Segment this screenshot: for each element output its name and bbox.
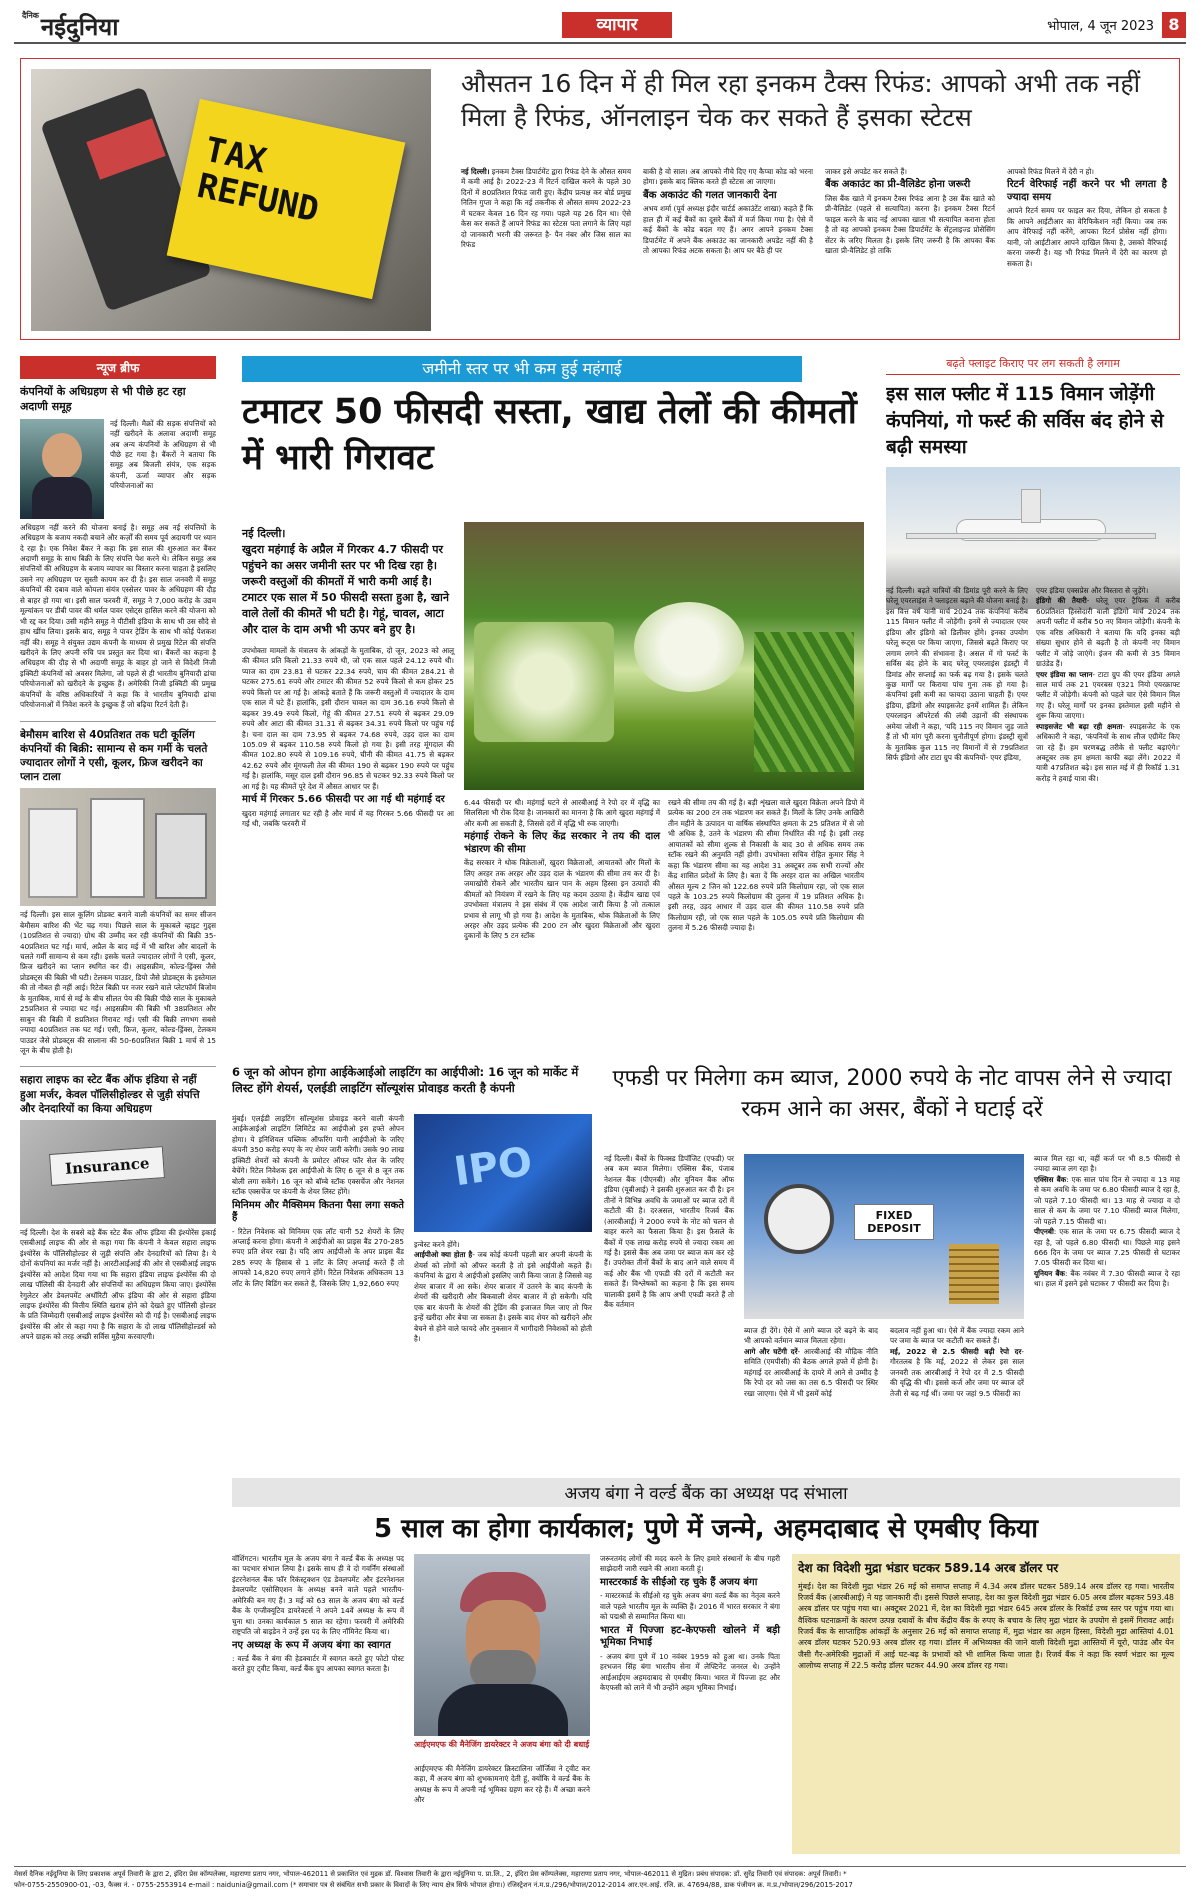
coolers-photo — [20, 788, 216, 906]
tax-refund-photo — [31, 69, 431, 331]
inflation-col-2: 6.44 फीसदी पर थी। महंगाई घटने से आरबीआई ने रेपो दर में वृद्धि का सिलसिला भी रोक दिया है। जानकारों का मानना है कि आगे खुदरा महंगाई में और कमी आ सकती है, जिससे दरों में वृद्धि भी रुक जाएगी। महंगाई रोकने के लिए केंद्र सरकार ने तय की दाल भंडारण की सीमा केंद्र सरकार ने थोक विक्रेताओं, खुदरा विक्रेताओं, आयातकों और मिलों के लिए अरहर तक अरहर और उड़द दाल के भंडारण की सीमा तय कर दी है। जमाखोरी रोकने और भारतीय खान पान के अहम हिस्सा इन उत्पादों की कीमतों को नियंत्रण में रखने के लिए यह कदम उठाया है। केंद्रीय खाद्य एवं उपभोक्ता मंत्रालय ने इस संबंध में एक आदेश जारी किया है जो तत्काल प्रभाव से लागू भी हो गया है। आदेश के मुताबिक, थोक विक्रेताओं के लिए अरहर और उड़द प्रत्येक की 200 टन और खुदरा विक्रेताओं और खुदरा दुकानों के लिए 5 टन स्टॉक — [464, 798, 660, 941]
imprint-line-2: फोन-0755-2550900-01, -03, फैक्स नं. - 0755-2553914 e-mail : naidunia@gmail.com (* समाचार पत्र से संबंधित सभी प्रकार के विवादों के लिए न्याय क्षेत्र सिर्फ भोपाल होगा।) रजिस्ट्रेशन नं.म.प्र./296/भोपाल/2012-2014 आर.एन.आई. रजि. क्र. 47694/88, डाक पंजीयन क्र. म.प्र./भोपाल/296/2015-2017 — [14, 1880, 853, 1889]
clock-icon — [764, 1184, 834, 1254]
imprint-footer — [14, 1866, 1186, 1896]
fd-headline: एफडी पर मिलेगा कम ब्याज, 2000 रुपये के नोट वापस लेने से ज्यादा रकम आने का असर, बैंकों ने घटाई दरें — [612, 1066, 1172, 1122]
fixed-deposit-photo — [744, 1154, 1024, 1319]
ipo-col-2: इन्वेस्ट करने होंगे। आईपीओ क्या होता है- जब कोई कंपनी पहली बार अपनी कंपनी के शेयर्स को लोगों को ऑफर करती है तो इसे आईपीओ कहते हैं। कंपनियां के द्वारा ये आईपीओ इसलिए जारी किया जाता है जिससे वह शेयर बाजार में आ सके। शेयर बाजार में उतरने के बाद कंपनी के शेयरों की खरीदारी और बिकवाली शेयर बाजार में हो सकेगी। यदि एक बार कंपनी के शेयरों की ट्रेडिंग की इजाजत मिल जाए तो फिर इन्हें खरीदा और बेचा जा सकता है। इसके बाद शेयर को खरीदने और बेचने से होने वाले फायदे और नुकसान में भागीदारी निवेशकों को होती है। — [414, 1240, 592, 1343]
cooling-body: नई दिल्ली। इस साल कूलिंग प्रोडक्ट बनाने वाली कंपनियों का समर सीजन बेमौसम बारिश की भेंट चढ़ गया। पिछले साल के मुकाबले व्हाइट गुड्स (10प्रतिशत से ज्यादा) ग्रोथ की उम्मीद कर रही कंपनियों की बिक्री 35-40प्रतिशत घट गई। मार्च, अप्रैल के बाद मई में भी बारिश और बादलों के चलते गर्मी सामान्य से कम रही। इसके चलते ज्यादातर लोगों ने एसी, कूलर, फ्रिज खरीदने का प्लान स्थगित कर दी। आइसक्रीम, कोल्ड-ड्रिंक्स जैसे प्रोडक्ट्स की बिक्री भी घटी। टेलकम पाउडर, डियो जैसे प्रोडक्ट्स के इस्तेमाल की तो नौबत ही नहीं आई। रिटेल बिक्री पर नजर रखने वाले प्लेटफॉर्म बिजोम के मुताबिक, मार्च से मई के बीच सीलत पेय की बिक्री पीछे साल के मुकाबले 25प्रतिशत से ज्यादा घट गई। आइसक्रीम की बिक्री भी 38प्रतिशत और साबुन की बिक्री में 8प्रतिशत गिरावट गई। एसी की बिक्री लगभग सबसे ज्यादा 40प्रतिशत तक घट गई। एसी, फ्रिज, कूलर, कोल्ड-ड्रिंक्स, टेलकम पाउडर जैसे प्रोडक्ट्स की सालाना की 50-60प्रतिशत बिक्री 1 मार्च से 15 जून के बीच होती है। — [20, 910, 216, 1055]
banga-kicker: अजय बंगा ने वर्ल्ड बैंक का अध्यक्ष पद संभाला — [232, 1478, 1180, 1507]
imprint-line-1: मेसर्स दैनिक नईदुनिया के लिए प्रकाशक अपूर्व तिवारी के द्वारा 2, इंदिरा प्रेस कॉम्पलेक्स, महाराणा प्रताप नगर, भोपाल-462011 से प्रकाशित एवं मुद्रक डॉ. विश्वास तिवारी के द्वारा नईदुनिया प. प्रा.लि., 2, इंदिरा प्रेस कॉम्पलेक्स, महाराणा प्रताप नगर, भोपाल-462011 से मुद्रित। प्रबंध संपादक: डॉ. सुरेंद्र तिवारी एवं संपादक: अपूर्व तिवारी। * — [14, 1870, 847, 1878]
masthead — [14, 8, 1186, 44]
note-text: TAX REFUND — [193, 129, 323, 231]
newspaper-logo: $^{दैनिक}$नईदुनिया — [22, 10, 119, 41]
ajay-banga-story — [232, 1478, 1180, 1862]
coins-stack — [949, 1244, 999, 1304]
ipo-text: IPO — [451, 1138, 536, 1196]
inflation-lead: नई दिल्ली। खुदरा महंगाई के अप्रैल में गिरकर 4.7 फीसदी पर पहुंचने का असर जमीनी स्तर पर भी दिख रहा है। जरूरी वस्तुओं की कीमतों में भारी कमी आई है। टमाटर एक साल में 50 फीसदी सस्ता हुआ है, खाने वाले तेलों की कीमतें भी घटी है। गेहूं, चावल, आटा और दाल के दाम अभी भी ऊपर बने हुए है। — [242, 527, 449, 636]
fd-col-2: ब्याज ही देंगे। ऐसे में आगे ब्याज दरें बढ़ने के बाद भी आपको वर्तमान ब्याज मिलता रहेगा। आगे और घटेंगी दरें- आरबीआई की मौद्रिक नीति समिति (एमपीसी) की बैठक अगले हफ्ते में होनी है। महंगाई दर आरबीआई के दायरे में आने से उम्मीद है कि रेपो दर को जस का तस 6.5 फीसदी पर स्थिर रखा जाएगा। ऐसे में भी इसमें कोई — [744, 1326, 878, 1398]
flights-col-1: नई दिल्ली। बढ़ते यात्रियों की डिमांड पूरी करने के लिए घरेलू एयरलाइंस ने फ्लाइटस बढ़ाने की योजना बनाई है। इस वित्त वर्ष यानी मार्च 2024 तक कंपनियां करीब 115 विमान फ्लीट में जोड़ेंगी। इनमें से ज्यादातर एयर इंडिया और इंडिगो को डिलीवर होंगे। इनका उपयोग घरेलू रूट्स पर किया जाएगा, जिससे बढ़ते किराए पर लगाम लगने की संभावना है। असल में गो फर्स्ट के सर्विस बंद होने के बाद घरेलू एयरलाइंस इंडस्ट्री में डिमांड और सप्लाई का फर्क बढ़ गया है। इसके चलते कुछ मार्गों पर किराया पांच गुना तक हो गया है। कंपनियां इसी कमी का फायदा उठाना चाहती हैं। एयर इंडिया, इंडिगो और स्पाइसजेट इनमें शामिल हैं। लेकिन एयरलाइन ऑपरेटर्स की लंबी उड़ानों की संस्थापक अमेया जोशी ने कहा, 'यदि 115 नए विमान जुड़ जाते हैं तो भी मांग पूरी करना चुनौतीपूर्ण होगा। इंडस्ट्री सूत्रों के मुताबिक कुल 115 नए विमानों में से 79प्रतिशत सिर्फ इंडिगो और टाटा ग्रुप की कंपनियों- एयर इंडिया, — [886, 586, 1028, 762]
tax-refund-headline: औसतन 16 दिन में ही मिल रहा इनकम टैक्स रिफंड: आपको अभी तक नहीं मिला है रिफंड, ऑनलाइन चेक कर सकते हैं इसका स्टेटस — [461, 69, 1141, 132]
tax-refund-story — [20, 58, 1180, 340]
vegetables-photo — [464, 522, 864, 790]
section-label: व्यापार — [562, 12, 672, 38]
insurance-photo — [20, 1120, 216, 1224]
flights-kicker: बढ़ते फ्लाइट किराए पर लग सकती है लगाम — [886, 356, 1180, 375]
fd-col-1: नई दिल्ली। बैंकों के फिक्स्ड डिपॉजिट (एफडी) पर अब कम ब्याज मिलेगा। एक्सिस बैंक, पंजाब नेशनल बैंक (पीएनबी) और यूनियन बैंक ऑफ इंडिया (यूबीआई) ने इसकी शुरुआत कर दी है। इन तीनों ने विभिन्न अवधि के जमाओं पर ब्याज दरों में कटौती की है। दरअसल, भारतीय रिजर्व बैंक (आरबीआई) ने 2000 रुपये के नोट को चलन से बाहर करने का फैसला किया है। इस फ़ैसले के बैंकों में एक लाख करोड़ रुपये से ज्यादा रकम आ गई है। इससे बैंक अब जमा पर ब्याज कम कर रहे हैं। उपरोक्त तीनों बैंकों के बाद आने वाले समय में कई और बैंक भी एफडी की दरों में कटौती कर सकते हैं। विश्लेषकों का कहना है कि इस समय चालाकी इसमें है कि आप अभी एफडी करते हैं तो बैंक वर्तमान — [604, 1154, 734, 1310]
ipo-photo — [414, 1114, 592, 1232]
fd-col-3: बदलाव नहीं हुआ था। ऐसे में बैंक ज्यादा रकम आने पर जमा के ब्याज पर कटौती कर सकते हैं। मई, 2022 से 2.5 फीसदी बढ़ी रेपो दर- गौरतलब है कि मई, 2022 से लेकर इस साल जनवरी तक आरबीआई ने रेपो दर में 2.5 फीसदी की वृद्धि की थी। इससे कर्ज और जमा पर ब्याज दरें तेजी से बढ़ गई थीं। जमा पर जहां 9.5 फीसदी का — [890, 1326, 1024, 1398]
adani-headline: कंपनियों के अधिग्रहण से भी पीछे हट रहा अदाणी समूह — [20, 385, 186, 413]
page-number: 8 — [1162, 12, 1186, 38]
forex-headline: देश का विदेशी मुद्रा भंडार घटकर 589.14 अरब डॉलर पर — [798, 1561, 1059, 1575]
tax-refund-col-1: नई दिल्ली। इनकम टैक्स डिपार्टमेंट द्वारा रिफंड देने के औसत समय में कमी आई है। 2022-23 में रिटर्न दाखिल करने के पहले 30 दिनों में 80प्रतिशत रिफंड जारी हुए। केंद्रीय प्रत्यक्ष कर बोर्ड प्रमुख नितिन गुप्ता ने कहा कि नई तकनीक से औसत समय 2022-23 में घटकर केवल 16 दिन रह गया। पहले यह 26 दिन था। ऐसे केस कर सकते हैं आपने रिफंड का स्टेटस पता लगाने के लिए यहां दो जानकारी भरनी की जरूरत है- पैन नंबर और जिस साल का रिफंड — [461, 167, 631, 250]
news-brief-column — [20, 356, 216, 1862]
flights-story — [886, 356, 1180, 1056]
adani-body: नई दिल्ली। मैक्रों की सड़क संपत्तियों को नहीं खरीदने के अलावा अदाणी समूह अब अन्य कंपनियों के अधिग्रहण से भी पीछे हट गया है। बैंकरों ने बताया कि समूह अब बिजली संयंत्र, एक सड़क कंपनी, ऊर्जा व्यापार और सड़क परियोजनाओं का — [110, 418, 216, 491]
banga-photo-caption: आईएमएफ की मैनेजिंग डायरेक्टर ने अजय बंगा को दी बधाई — [414, 1740, 590, 1749]
ipo-col-1: मुंबई। एलईडी लाइटिंग सॉल्यूशंस प्रोवाइड करने वाली कंपनी आईकेआईओ लाइटिंग लिमिटेड का आईपीओ इस हफ्ते ओपन होगा। ये इनिशियल पब्लिक ऑफरिंग यानी आईपीओ के जरिए कंपनी 350 करोड़ रुपए के नए शेयर जारी करेगी। उसके 90 लाख इक्विटी शेयरों को कंपनी के प्रमोटर ऑफर फॉर सेल के जरिए बेचेंगे। रिटेल निवेशक इस आईपीओ के लिए 6 जून से 8 जून तक बोली लगा सकेंगे। 16 जून को बॉम्बे स्टॉक एक्सचेंज और नेशनल स्टॉक एक्सचेंज पर कंपनी के शेयर लिस्ट होंगे। मिनिमम और मैक्सिमम कितना पैसा लगा सकते हैं - रिटेल निवेशक को मिनिमम एक लॉट यानी 52 शेयरों के लिए अप्लाई करना होगा। कंपनी ने आईपीओ का प्राइस बैंड 270-285 रुपए प्रति शेयर रखा है। यदि आप आईपीओ के अपर प्राइस बैंड 285 रुपए के हिसाब से 1 लॉट के लिए अप्लाई करते हैं तो आपको 14,820 रुपए लगाने होंगे। रिटेल निवेशक अधिकतम 13 लॉट के लिए बिडिंग कर सकते हैं, जिसके लिए 1,92,660 रुपए — [232, 1114, 404, 1288]
banga-headline: 5 साल का होगा कार्यकाल; पुणे में जन्मे, अहमदाबाद से एमबीए किया — [374, 1514, 1038, 1544]
sahara-body: नई दिल्ली। देश के सबसे बड़े बैंक स्टेट बैंक ऑफ इंडिया की इंश्योरेंस इकाई एसबीआई लाइफ की ओर से कहा गया कि कंपनी ने केवल सहारा लाइफ इंश्योरेंस के पॉलिसीहोल्डर से जुड़ी संपत्ति और देनदारियों को लिया है। ये दोनों कंपनियां का मर्जर नहीं है। आरटीआईआई की ओर से एसबीआई लाइफ इंश्योरेंस को आदेश दिया गया था कि सहारा इंडिया लाइफ इंश्योरेंस की दो लाख पॉलिसी की देनदारी और संपत्तियों का अधिग्रहण किया जाए। इंश्योरेंस रेगुलेटर और डेवलपमेंट अथॉरिटी ऑफ इंडिया की ओर से सहारा इंडिया लाइफ इंश्योरेंस की वित्तीय स्थिति खराब होने को देखते हुए पॉलिसी होल्डर के प्रति जिम्मेदारी एसबीआई लाइफ इंश्योरेंस को दी गई है। एसबीआई लाइफ इंश्योरेंस की ओर से कहा गया है कि सहारा के दो लाख पॉलिसीहोल्डर्स को अपने ग्राहक को तरह अच्छी सर्विस मुहैया करवाएगी। — [20, 1227, 216, 1342]
inflation-col-3: रखने की सीमा तय की गई है। बड़ी शृंखला वाले खुदरा विक्रेता अपने डिपो में प्रत्येक का 200 टन तक भंडारण कर सकते हैं। मिलों के लिए उनके आखिरी तीन महीने के उत्पादन या वार्षिक संस्थापित क्षमता के 25 प्रतिशत में से जो भी अधिक है, उतने के भंडारण की सीमा निर्धारित की गई है। इसी तरह आयातकों को सीमा शुल्क से निकासी के बाद 30 से अधिक समय तक स्टॉक रखने की अनुमति नहीं होगी। उपभोक्ता सचिव रोहित कुमार सिंह ने कहा कि भंडारण सीमा का यह आदेश 31 अक्टूबर तक सभी राज्यों और केंद्र शासित प्रदेशों के लिए है। बता दें कि अरहर दाल का अखिल भारतीय औसत मूल्य 2 जिन को 122.68 रुपये प्रति किलोग्राम रहा, जो एक साल पहले के 103.25 रुपये किलोग्राम की तुलना में 19 प्रतिशत अधिक है। इसी तरह, उड़द आधार में उड़द दाल की कीमत 110.58 रुपये प्रति किलोग्राम रही, जो एक साल पहले के 105.05 रुपये प्रति किलोग्राम की तुलना में 5.26 फीसदी ज्यादा है। — [668, 798, 864, 933]
sahara-headline: सहारा लाइफ का स्टेट बैंक ऑफ इंडिया से नहीं हुआ मर्जर, केवल पॉलिसीहोल्डर से जुड़ी संपत्ति और देनदारियों का किया अधिग्रहण — [20, 1066, 216, 1116]
adani-photo — [20, 419, 104, 519]
fd-col-4: ब्याज मिल रहा था, वहीं कर्ज पर भी 8.5 फीसदी से ज्यादा ब्याज लग रहा है। एक्सिस बैंक: एक साल पांच दिन से ज्यादा व 13 माह से कम अवधि के जमा पर 6.80 फीसदी ब्याज दे रहा है, जो पहले 7.10 फीसदी था। 13 माह से ज्यादा व दो साल से कम के जमा पर 7.10 फीसदी ब्याज मिलेगा, जो पहले 7.15 फीसदी था। पीएनबी: एक साल के जमा पर 6.75 फीसदी ब्याज दे रहा है, जो पहले 6.80 फीसदी था। पिछले माह इसने 666 दिन के जमा पर ब्याज 7.25 फीसदी से घटाकर 7.05 फीसदी कर दिया था। यूनियन बैंक: बैंक नवंबर में 7.30 फीसदी ब्याज दे रहा था। हाल में इसने इसे घटाकर 7 फीसदी कर दिया है। — [1034, 1154, 1180, 1289]
inflation-headline: टमाटर 50 फीसदी सस्ता, खाद्य तेलों की कीमतों में भारी गिरावट — [242, 392, 857, 478]
insurance-tag: Insurance — [49, 1146, 165, 1186]
banga-col-3: जरूरतमंद लोगों की मदद करने के लिए हमारे संस्थानों के बीच गहरी साझेदारी जारी रखने की आशा करती हूं। मास्टरकार्ड के सीईओ रह चुके हैं अजय बंगा - मास्टरकार्ड के सीईओ रह चुके अजय बंगा वर्ल्ड बैंक का नेतृत्व करने वाले पहले भारतीय मूल के व्यक्ति हैं। 2016 में भारत सरकार ने बंगा को पद्मश्री से सम्मानित किया था। भारत में पिज्जा हट-केएफसी खोलने में बड़ी भूमिका निभाई - अजय बंगा पुणे में 10 नवंबर 1959 को हुआ था। उनके पिता हरभजन सिंह बंगा भारतीय सेना में लेफ्टिनेंट जनरल थे। उन्होंने आईआईएम अहमदाबाद से एमबीए किया। भारत में पिज्जा हट और केएफसी को लाने में भी उन्होंने अहम भूमिका निभाई। — [600, 1554, 780, 1692]
flights-col-2: एयर इंडिया एक्सप्रेस और विस्तारा से जुड़ेंगे। इंडिगो की तैयारी- घरेलू एयर ट्रैफिक में करीब 60प्रतिशत हिस्सेदारी वाली इंडिगो मार्च 2024 तक अपनी फ्लीट में करीब 50 नए विमान जोड़ेगी। कंपनी के एक वरिष्ठ अधिकारी ने बताया कि यदि इनका बड़ी संख्या सुधार होने से बढ़ती है तो कंपनी नए विमान फ्लीट में जोड़े जाएंगे। इंजन की कमी से 35 विमान ग्राउंडेड हैं। एयर इंडिया का प्लान- टाटा ग्रुप की एयर इंडिया अगले साल मार्च तक 21 एयरबस ए321 नियो एयरक्राफ्ट फ्लीट में जोड़ेगी। कंपनी को पहले चार ऐसे विमान मिल गए हैं। घरेलू मार्गों पर इनका इस्तेमाल इसी महीने से शुरू किया जाएगा। स्पाइसजेट भी बढ़ा रही क्षमता- स्पाइसजेट के एक अधिकारी ने कहा, 'कंपनियों के साथ लीज एग्रीमेंट किए जा रहे हैं। हम चरणबद्ध तरीके से फ्लीट बढ़ाएंगे।' अक्टूबर तक हम क्षमता काफी बढ़ा लेंगे। 2022 में यात्री 47प्रतिशत बढ़े। इस साल मई में ही रिकॉर्ड 1.31 करोड़ ने हवाई यात्रा की। — [1036, 586, 1180, 783]
edition-date: भोपाल, 4 जून 2023 — [1047, 19, 1154, 34]
fd-label: FIXED DEPOSIT — [854, 1204, 934, 1240]
inflation-story — [232, 356, 872, 1056]
ipo-headline: 6 जून को ओपन होगा आईकेआईओ लाइटिंग का आईपीओ: 16 जून को मार्केट में लिस्ट होंगे शेयर्स, एलईडी लाइटिंग सॉल्यूशंस प्रोवाइड करती है कंपनी — [232, 1065, 579, 1096]
ikio-ipo-story — [232, 1064, 592, 1464]
inflation-kicker: जमीनी स्तर पर भी कम हुई महंगाई — [242, 356, 802, 382]
tax-refund-col-4: आपको रिफंड मिलने में देरी न हो। रिटर्न वेरिफाई नहीं करने पर भी लगता है ज्यादा समय आपने रिटर्न समय पर फाइल कर दिया, लेकिन हो सकता है कि आपने आईटीआर का वेरिफिकेशन नहीं किया। जब तक आप वेरिफाई नहीं करेंगे, आपका रिटर्न प्रोसेस नहीं होगा। यानी, जो आईटीआर आपने दाखिल किया है, उसको वैरिफाई करना जरूरी है। यह भी रिफंड मिलने में देरी का कारण हो सकता है। — [1007, 167, 1167, 268]
tax-refund-col-2: बाकी है वो साल। अब आपको नीचे दिए गए कैप्चा कोड को भरना होगा। इसके बाद क्लिक करते ही स्टेटस आ जाएगा। बैंक अकाउंट की गलत जानकारी देना अभय शर्मा (पूर्व अध्यक्ष इंदौर चार्टर्ड अकाउंटेंट शाखा) कहते हैं कि हाल ही में कई बैंकों का दूसरे बैंकों में मर्ज किया गया है। ऐसे में कई बैंकों के कोड बदल गए हैं। अगर आपने इनकम टैक्स डिपार्टमेंट में अपने बैंक अकाउंट का जानकारी अपडेट नहीं की है तो आपका रिफंड अटक सकता है। आप घर बैठे ही पर — [643, 167, 813, 256]
news-brief-label: न्यूज ब्रीफ — [20, 356, 216, 379]
forex-body: मुंबई। देश का विदेशी मुद्रा भंडार 26 मई को समाप्त सप्ताह में 4.34 अरब डॉलर घटकर 589.14 अरब डॉलर रह गया। भारतीय रिजर्व बैंक (आरबीआई) ने यह जानकारी दी। इससे पिछले सप्ताह, देश का कुल विदेशी मुद्रा भंडार 6.05 अरब डॉलर बढ़कर 593.48 अरब डॉलर पर पहुंच गया था। अक्टूबर 2021 में, देश का विदेशी मुद्रा भंडार 645 अरब डॉलर के रिकॉर्ड उच्च स्तर पर पहुंच गया था। वैश्विक घटनाक्रमों के कारण उत्पन्न दबावों के बीच केंद्रीय बैंक के रुपए के बचाव के लिए मुद्रा भंडार के उपयोग से इसमें गिरावट आई। रिजर्व बैंक के साप्ताहिक आंकड़ों के अनुसार 26 मई को समाप्त सप्ताह में, मुद्रा भंडार का अहम हिस्सा, विदेशी मुद्रा आस्तियां 4.01 अरब डॉलर घटकर 520.93 अरब डॉलर रह गया। डॉलर में अभिव्यक्त की जाने वाली विदेशी मुद्रा आस्तियों में यूरो, पाउंड और येन जैसी गैर-अमेरिकी मुद्राओं में आई घट-बढ़ के प्रभावों को भी शामिल किया जाता है। रिजर्व बैंक ने कहा कि स्वर्ण भंडार का मूल्य आलोच्य सप्ताह में 22.5 करोड़ डॉलर घटकर 44.90 अरब डॉलर रह गया। — [798, 1581, 1174, 1670]
banga-col-2: आईएमएफ की मैनेजिंग डायरेक्टर क्रिस्टालिना जॉर्जिवा ने ट्वीट कर कहा, मैं अजय बंगा को शुभकामनाएं देती हूं, क्योंकि वे वर्ल्ड बैंक के अध्यक्ष के रूप में अपनी नई भूमिका ग्रहण कर रहे हैं। मैं अच्छा करने और — [414, 1764, 590, 1805]
inflation-col-1: उपभोक्ता मामलों के मंत्रालय के आंकड़ों के मुताबिक, दो जून, 2023 को आलू की कीमत प्रति किलो 21.33 रुपये थी, जो एक साल पहले 24.12 रुपये थी। प्याज का दाम 23.81 से घटकर 22.34 रुपये, चाय की कीमत 284.21 से घटकर 275.61 रुपये और टमाटर की कीमत 52 रुपये किलो से कम होकर 25 रुपये किलो पर आ गई है। आंकड़े बताते हैं कि जरूरी वस्तुओं में ज्यादातर के दाम एक साल में घटे हैं। हालांकि, इसी दौरान चावल का दाम 36.16 रुपये किलो से बढ़कर 39.49 रुपये किलो, गेहूं की कीमत 27.51 रुपये से बढ़कर 29.09 रुपये और आटा की कीमत 31.31 से बढ़कर 34.31 रुपये किलो पर पहुंच गई है। चना दाल का दाम 73.95 से बढ़कर 74.68 रुपये, उड़द दाल का दाम 105.09 से बढ़कर 110.58 रुपये किलो हो गया है। इसी तरह मूंगदाल की कीमत 102.80 रुपये से 109.16 रुपये, चीनी की कीमत 41.75 से बढ़कर 42.62 रुपये और मूंगफली तेल की कीमत 190 से बढ़कर 190 रुपये पर पहुंच गई है। हालांकि, मसूर दाल इसी दौरान 96.85 से घटकर 92.33 रुपये किलो पर आ गई है। यह कीमतें पूरे देश में औसत आधार पर हैं। मार्च में गिरकर 5.66 फीसदी पर आ गई थी महंगाई दर खुदरा महंगाई लगातार घट रही है और मार्च में यह गिरकर 5.66 फीसदी पर आ गई थी, जबकि फरवरी में — [242, 646, 454, 829]
cooling-headline: बेमौसम बारिश से 40प्रतिशत तक घटी कूलिंग कंपनियों की बिक्री: सामान्य से कम गर्मी के चलते ज्यादातर लोगों ने एसी, कूलर, फ्रिज खरीदने का प्लान टाला — [20, 721, 216, 785]
tax-refund-col-3: जाकर इसे अपडेट कर सकते हैं। बैंक अकाउंट का प्री-वैलिडेट होना जरूरी जिस बैंक खाते में इनकम टैक्स रिफंड आना है उस बैंक खाते को प्री-वैलिडेट (पहले से सत्यापित) करना है। इनकम टैक्स रिटर्न फाइल करने के बाद नई आपका खाता भी सत्यापित कराना होता है तो वह आपको इनकम टैक्स डिपार्टमेंट के सेंट्रलाइज्ड प्रोसेसिंग सेंटर के जरिए मिलता है। इसके लिए जरूरी है कि आपका बैंक खाता प्री-वैलिडेट हो ताकि — [825, 167, 995, 256]
flights-headline: इस साल फ्लीट में 115 विमान जोड़ेंगी कंपनियां, गो फर्स्ट की सर्विस बंद होने से बढ़ी समस्या — [886, 383, 1164, 459]
forex-box — [792, 1554, 1180, 1854]
banga-photo — [414, 1554, 590, 1736]
banga-col-1: वॉशिंगटन। भारतीय मूल के अजय बंगा ने वर्ल्ड बैंक के अध्यक्ष पद का पदभार संभाल लिया है। इसके साथ ही वे दो गवर्निंग संस्थाओं इंटरनेशनल बैंक फॉर रिकंस्ट्रक्शन एंड डेवलपमेंट और इंटरनेशनल डेवलपमेंट एसोसिएशन के अध्यक्ष बनने वाले पहले भारतीय-अमेरिकी बन गए हैं। 3 मई को 63 साल के अजय बंगा को वर्ल्ड बैंक के एग्जीक्यूटिव डायरेक्टर्स ने अपने 14वें अध्यक्ष के रूप में चुना था। उनका कार्यकाल 5 साल का रहेगा। फरवरी में अमेरिकी राष्ट्रपति जो बाइडेन ने उन्हें इस पद के लिए नॉमिनेट किया था। नए अध्यक्ष के रूप में अजय बंगा का स्वागत : वर्ल्ड बैंक ने बंगा की हेडक्वार्टर में स्वागत करते हुए फोटो पोस्ट करते हुए ट्वीट किया, वर्ल्ड बैंक ग्रुप आपका स्वागत करता है। — [232, 1554, 404, 1674]
adani-body-cont: अधिग्रहण नहीं करने की योजना बनाई है। समूह अब नई संपत्तियों के अधिग्रहण के बजाय नकदी बचाने और कर्ज़ों की समय पूर्व अदायगी पर ध्यान दे रहा है। एक निवेश बैंकर ने कहा कि इस साल की शुरुआत कर बैंकर अदाणी समूह के साथ बिक्री के लिए संपत्ति पेश करने थे। लेकिन समूह अब संपत्तियों की अधिग्रहण के बजाय व्यापार का विस्तार करना चाहता है इसलिए उसने नए अधिग्रहण पर सुस्ती कायम कर दी है। इस साल जनवरी में समूह कंपनियों की दबाव वाले कोयला संयंत्र एस्सेलर पावर के अधिग्रहण की दौड़ से बाहर हो गया था। इसी साल फरवरी में, समूह ने 7,000 करोड़ के उद्यम मूल्यांकन पर डीबी पावर की थर्मल पावर एसेट्स हासिल करने की योजना को भी रद्द कर दिया। उसी महीने समूह ने पीटीसी इंडिया के साथ भी उस सौदे से हाथ खींच लिया। इसके बाद, समूह ने पावर ट्रेडिंग के साथ भी कोई पेशकश नहीं की। समूह ने संयुक्त उद्यम कंपनी के माध्यम से प्रमुख रिटेल की संपत्ति खरीदने के लिए अपनी रुचि पत्र प्रस्तुत कर दिया था। बैंकरों का कहना है अधिग्रहण की दौड़ से भी अदाणी समूह के बाहर हो जाने से विदेशी निजी इक्विटी कंपनियों को अवसर मिलेगा, जो पहले से ही भारतीय बुनियादी ढांचा परियोजनाओं को खरीदने के इच्छुक हैं। अमेरिकी निजी इक्विटी की प्रमुख कंपनियों के वरिष्ठ अधिकारियों ने कहा कि वे भारतीय बुनियादी ढांचा परियोजनाओं में निवेश करने के इच्छुक हैं जो बढ़िया रिटर्न देती हैं। — [20, 522, 216, 710]
fd-rates-story — [604, 1064, 1180, 1464]
